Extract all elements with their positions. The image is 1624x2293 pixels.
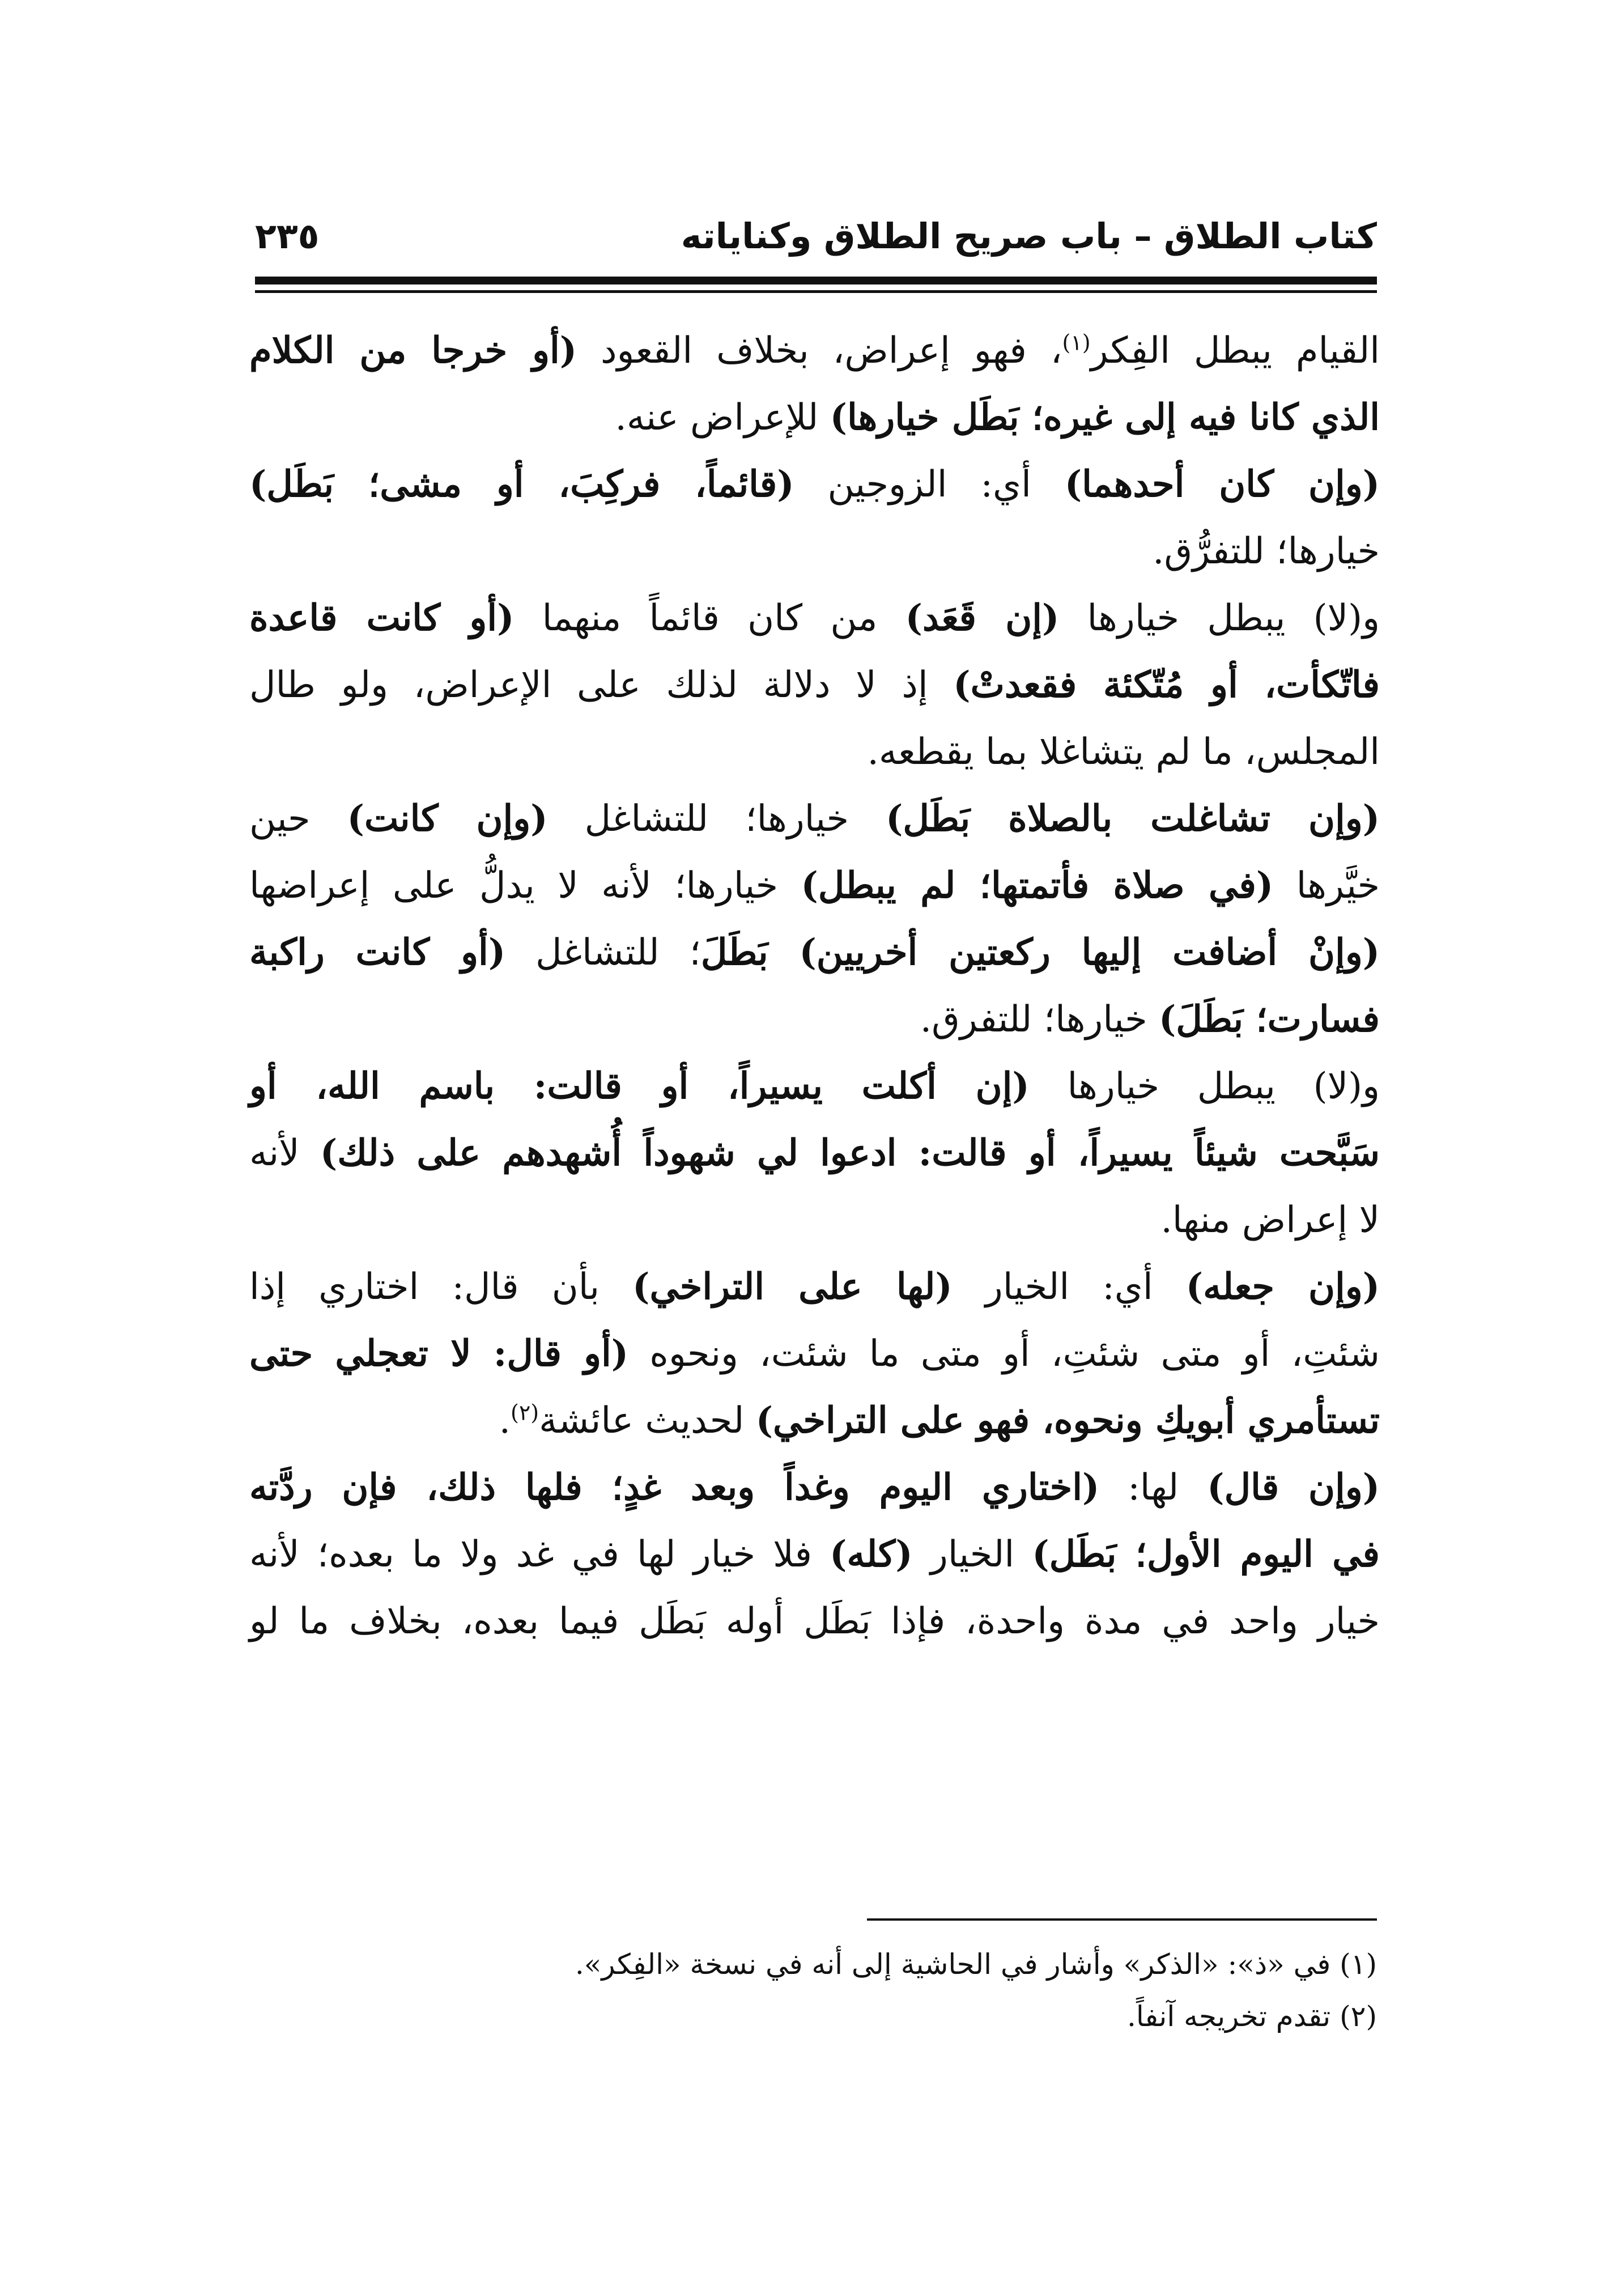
text-line	[249, 1053, 1380, 1120]
footnote-2: (٢) تقدم تخريجه آنفاً.	[1127, 2000, 1377, 2033]
footnote-separator	[867, 1918, 1377, 1921]
text-span: خيارها؛ لأنه لا يدلُّ على إعراضها	[249, 865, 801, 907]
paragraph-4	[249, 785, 1380, 1053]
text-line	[249, 1454, 1380, 1521]
text-span: للإعراض عنه.	[615, 397, 830, 439]
text-span: .	[499, 1400, 511, 1442]
footnotes	[249, 1938, 1377, 2043]
page-number: ٢٣٥	[255, 215, 320, 257]
text-span: فلا خيار لها في غد ولا ما بعده؛ لأنه	[249, 1534, 830, 1576]
text-line: المجلس، ما لم يتشاغلا بما يقطعه.	[867, 731, 1380, 773]
text-line	[249, 852, 1380, 919]
text-line	[249, 986, 1380, 1053]
matn-text: (أو خرجا من الكلام	[249, 329, 577, 372]
matn-text: (وإن كان أحدهما)	[1064, 463, 1380, 506]
text-line	[249, 317, 1380, 384]
main-text	[249, 317, 1380, 1655]
text-line: خيارها؛ للتفرُّق.	[1153, 530, 1380, 572]
text-span: خيَّرها	[1273, 865, 1380, 907]
text-line	[249, 1320, 1380, 1387]
matn-text: (أو قال: لا تعجلي حتى	[249, 1332, 629, 1375]
matn-text: (قائماً، فركِبَ، أو مشى؛ بَطَل)	[249, 463, 794, 506]
text-line	[249, 1521, 1380, 1588]
text-span: لحديث عائشة	[539, 1400, 756, 1442]
text-line	[249, 785, 1380, 852]
matn-text: (وإن جعله)	[1185, 1266, 1380, 1308]
text-line: لا إعراض منها.	[1160, 1199, 1380, 1241]
matn-text: (أو كانت راكبة	[249, 931, 506, 974]
text-span: حين	[249, 798, 347, 840]
matn-text: (أو كانت قاعدة	[249, 597, 515, 639]
text-line	[249, 919, 1380, 986]
footnote-1: (١) في «ذ»: «الذكر» وأشار في الحاشية إلى أنه في نسخة «الفِكر».	[575, 1948, 1377, 1981]
text-span: أي: الزوجين	[794, 464, 1065, 506]
matn-text: (كله)	[830, 1533, 913, 1576]
text-span: ؛ للتشاغل	[505, 932, 701, 974]
matn-text: الذي كانا فيه إلى غيره؛ بَطَل خيارها)	[830, 396, 1380, 439]
text-line	[249, 384, 1380, 451]
footnote-marker-2: (٢)	[511, 1400, 539, 1425]
text-line	[249, 652, 1380, 719]
footnote-marker-1: (١)	[1062, 330, 1091, 355]
text-line	[249, 1387, 1380, 1454]
text-span: لأنه	[249, 1132, 320, 1174]
matn-text: سَبَّحت شيئاً يسيراً، أو قالت: ادعوا لي شهوداً أُشهدهم على ذلك)	[320, 1132, 1380, 1174]
text-span: و(لا) يبطل خيارها	[1059, 597, 1380, 639]
text-span: لها:	[1099, 1467, 1208, 1509]
text-span: أي: الخيار	[952, 1266, 1186, 1308]
header-rule-thin	[255, 290, 1377, 293]
text-span: من كان قائماً منهما	[514, 597, 905, 639]
text-line	[249, 1254, 1380, 1320]
text-span: إذ لا دلالة لذلك على الإعراض، ولو طال	[249, 664, 954, 706]
paragraph-2	[249, 451, 1380, 585]
text-span: ، فهو إعراض، بخلاف القعود	[577, 330, 1062, 372]
matn-text: (وإن كانت)	[347, 797, 548, 840]
matn-text: (لها على التراخي)	[632, 1266, 953, 1308]
paragraph-6	[249, 1254, 1380, 1454]
matn-text: (اختاري اليوم وغداً وبعد غدٍ؛ فلها ذلك، فإن ردَّته	[249, 1466, 1100, 1509]
text-span: الخيار	[912, 1534, 1032, 1576]
matn-text: في اليوم الأول؛ بَطَل)	[1032, 1533, 1380, 1576]
matn-text: (وإن قال)	[1207, 1466, 1380, 1509]
paragraph-5	[249, 1053, 1380, 1254]
matn-text: تستأمري أبويكِ ونحوه، فهو على التراخي)	[755, 1399, 1380, 1442]
text-span: بأن قال: اختاري إذا	[249, 1266, 633, 1308]
text-span: خيارها؛ للتفرق.	[920, 999, 1159, 1041]
text-line	[249, 451, 1380, 518]
text-span: شئتِ، أو متى شئتِ، أو متى ما شئت، ونحوه	[628, 1333, 1380, 1375]
text-line: خيار واحد في مدة واحدة، فإذا بَطَل أوله بَطَل فيما بعده، بخلاف ما لو	[249, 1600, 1380, 1642]
header-rule-thick	[255, 277, 1377, 284]
matn-text: (في صلاة فأتمتها؛ لم يبطل)	[801, 864, 1274, 907]
text-span: القيام يبطل الفِكر	[1090, 330, 1380, 372]
text-span: خيارها؛ للتشاغل	[547, 798, 886, 840]
matn-text: (إن قَعَد)	[905, 597, 1060, 639]
page-header	[255, 210, 1377, 272]
text-span: و(لا) يبطل خيارها	[1029, 1065, 1380, 1107]
text-line	[249, 585, 1380, 652]
running-title: كتاب الطلاق – باب صريح الطلاق وكناياته	[681, 215, 1377, 257]
matn-text: (وإنْ أضافت إليها ركعتين أخريين) بَطَلَ	[700, 931, 1380, 974]
matn-text: (إن أكلت يسيراً، أو قالت: باسم الله، أو	[249, 1065, 1030, 1107]
text-line	[249, 1120, 1380, 1187]
paragraph-3	[249, 585, 1380, 785]
matn-text: فسارت؛ بَطَلَ)	[1158, 998, 1380, 1041]
paragraph-7	[249, 1454, 1380, 1655]
matn-text: (وإن تشاغلت بالصلاة بَطَل)	[886, 797, 1380, 840]
paragraph-1	[249, 317, 1380, 451]
matn-text: فاتّكأت، أو مُتّكئة فقعدتْ)	[953, 664, 1380, 706]
